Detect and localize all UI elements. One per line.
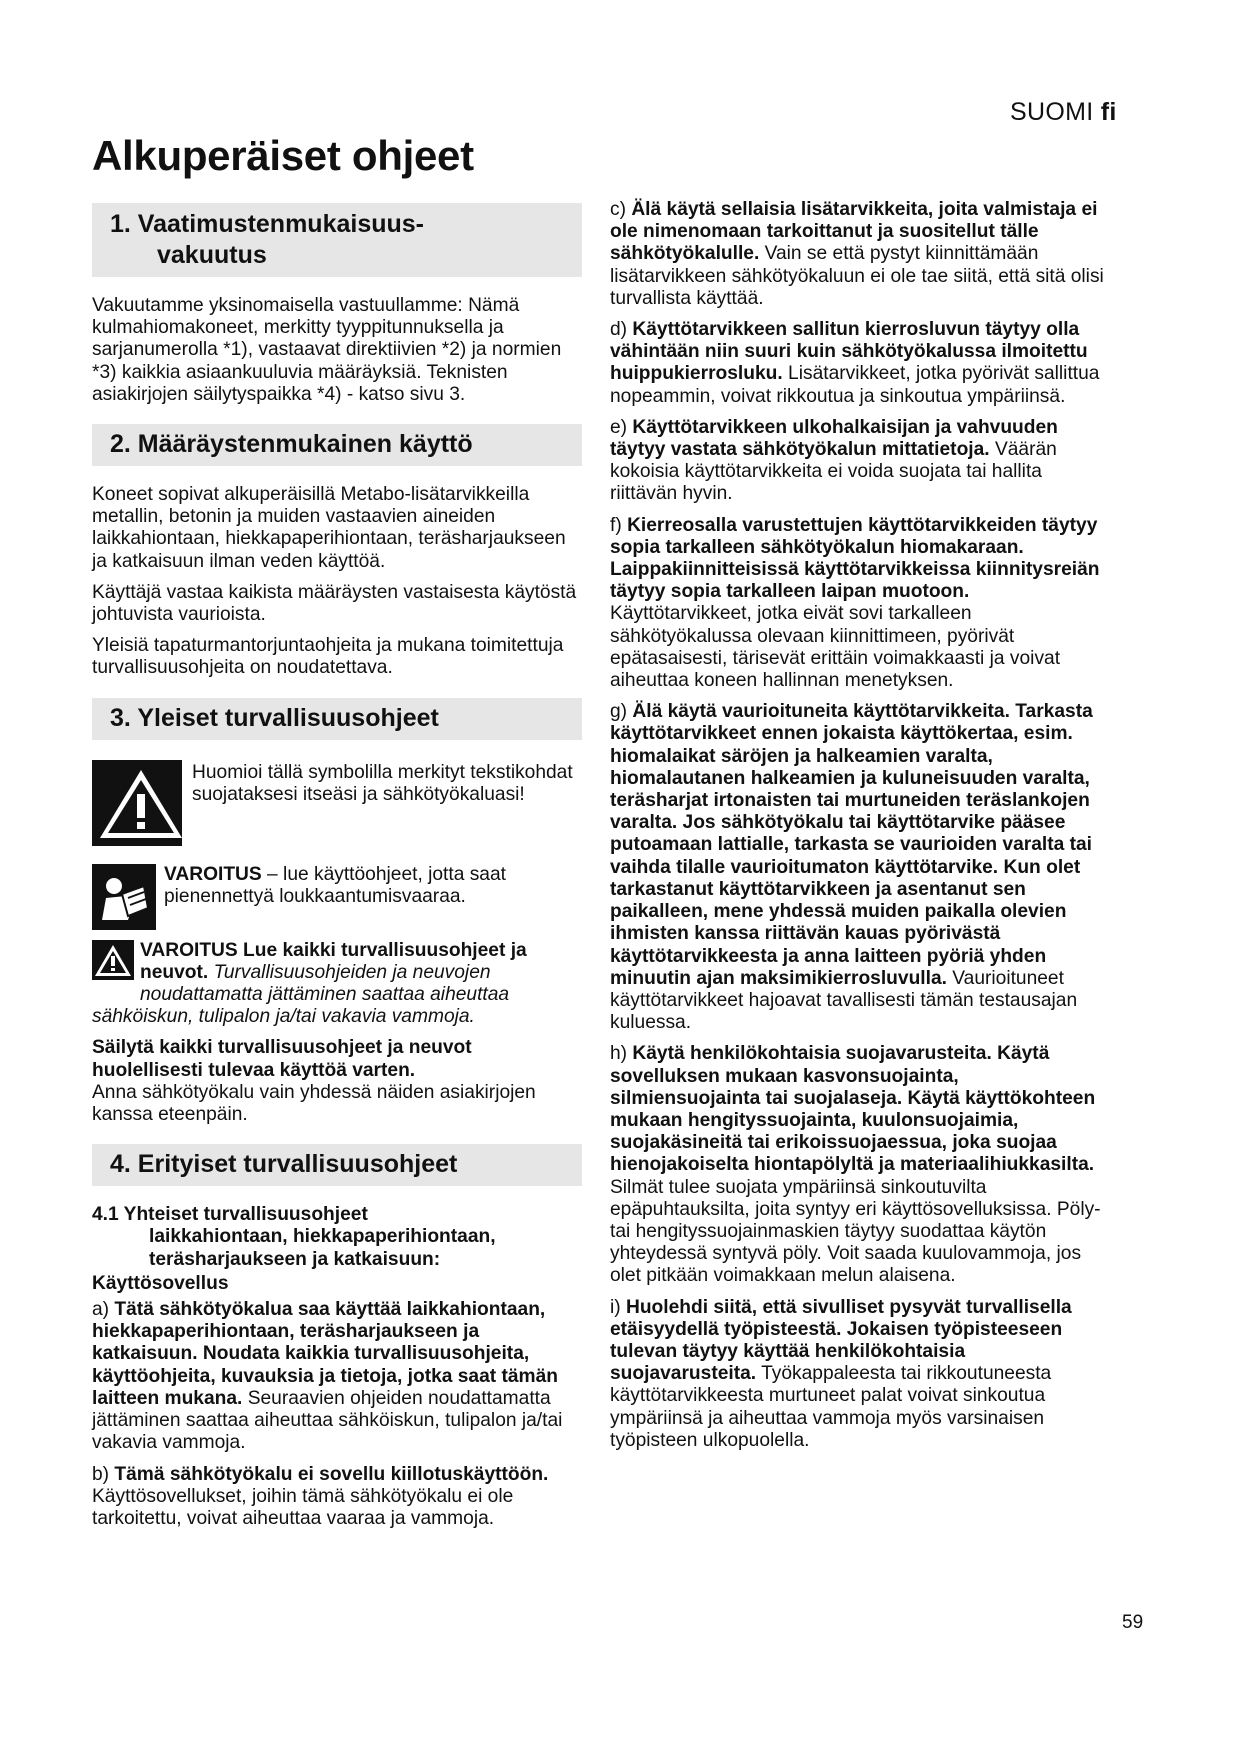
page-title: Alkuperäiset ohjeet xyxy=(92,132,474,179)
item-i xyxy=(610,1297,1110,1452)
left-column xyxy=(92,203,582,1539)
item-f-label: f) xyxy=(610,514,628,536)
item-d xyxy=(610,319,1110,408)
item-c-text: Vain se että pystyt kiinnittämään lisätarvikkeen sähkötyökaluun ei ole tae siitä, että sitä olisi turvallista käyttää. xyxy=(610,243,1104,309)
item-h-bold: Käytä henkilökohtaisia suojavarusteita. Käytä sovelluksen mukaan kasvonsuojainta, silmiensuojainta tai suojalaseja. Käytä käyttökohteen mukaan hengityssuojainta, kuulonsuojaimia, suojakäsineitä tai erikoissuojaessua, joka suojaa hienojakoiselta hiontapölyltä ja materiaalihiukkasilta. xyxy=(610,1043,1096,1176)
section-1-title-line2: vakuutus xyxy=(157,241,267,269)
language-code: fi xyxy=(1100,98,1117,126)
language-name: SUOMI xyxy=(1010,98,1094,126)
warning-label-2: VAROITUS Lue kaikki turvallisuusohjeet ja neuvot. xyxy=(140,939,527,983)
item-c xyxy=(610,199,1110,310)
subsection-4-1-heading xyxy=(92,1204,582,1271)
item-h-text: Silmät tulee suojata ympäriinsä sinkoutuvilta epäpuhtauksilta, joita syntyy eri käyttösovelluksissa. Pöly- tai hengityssuojainmaskien täytyy suodattaa käytön yhteydessä syntyvä pöly. Voit saada kuulovammoja, jos olet pitkään voimakkaan melun alaisena. xyxy=(610,1176,1101,1287)
section-1-body: Vakuutamme yksinomaisella vastuullamme: Nämä kulmahiomakoneet, merkitty tyyppitunnuksella ja sarjanumerolla *1), vastaavat direktiivien *2) ja normien *3) kaikkia asiaankuuluvia määräyksiä. Teknisten asiakirjojen säilytyspaikka *4) - katso sivu 3. xyxy=(92,295,562,405)
language-label xyxy=(1010,98,1117,127)
item-e xyxy=(610,417,1110,506)
warning-text-1: – lue käyttöohjeet, jotta saat pienennettyä loukkaantumisvaaraa. xyxy=(164,863,506,907)
item-a-label: a) xyxy=(92,1299,115,1321)
item-f xyxy=(610,515,1110,693)
item-g-bold: Älä käytä vaurioituneita käyttötarvikkeita. Tarkasta käyttötarvikkeet ennen jokaista käyttökertaa, esim. hiomalaikat säröjen ja halkeamien varalta, hiomalautanen halkeamien ja kuluneisuuden varalta, teräsharjat irtonaisten tai murtuneiden teräslankojen varalta. Jos sähkötyökalu tai käyttötarvike pääsee putoamaan lattialle, tarkasta se vaurioiden varalta tai vaihda tilalle vaurioitumaton käyttötarvike. Kun olet tarkastanut käyttötarvikkeen ja asentanut sen paikalleen, mene yhdessä muiden paikalla olevien ihmisten kanssa riittävän kauas pyörivästä käyttötarvikkeesta ja anna laitteen pyöriä yhden minuutin ajan maksimikierrosluvulla. xyxy=(610,701,1093,989)
warning-text-2: Turvallisuusohjeiden ja neuvojen noudattamatta jättäminen saattaa aiheuttaa sähköiskun, tulipalon ja/tai vakavia vammoja. xyxy=(92,961,510,1028)
item-h-label: h) xyxy=(610,1043,633,1065)
item-b xyxy=(92,1464,582,1531)
usage-heading: Käyttösovellus xyxy=(92,1272,229,1294)
section-1-heading xyxy=(92,203,582,277)
subsection-4-1-line1: 4.1 Yhteiset turvallisuusohjeet xyxy=(92,1204,368,1226)
item-c-bold: Älä käytä sellaisia lisätarvikkeita, joita valmistaja ei ole nimenomaan tarkoittanut ja suositellut tälle sähkötyökalulle. xyxy=(610,199,1098,265)
keep-instructions-bold: Säilytä kaikki turvallisuusohjeet ja neuvot huolellisesti tulevaa käyttöä varten. xyxy=(92,1037,472,1081)
warning-small-icon xyxy=(92,940,140,986)
page-number: 59 xyxy=(1122,1612,1144,1633)
item-e-text: Väärän kokoisia käyttötarvikkeita ei voida suojata tai hallita riittävän hyvin. xyxy=(610,439,1057,505)
item-f-text: Käyttötarvikkeet, jotka eivät sovi tarkalleen sähkötyökalussa olevaan kiinnittimeen, pyörivät epätasaisesti, tärisevät erittäin voimakkaasti ja voivat aiheuttaa koneen hallinnan menetyksen. xyxy=(610,603,1061,692)
warning-read-all-block xyxy=(92,940,582,1029)
item-d-label: d) xyxy=(610,319,633,341)
warning-label-1: VAROITUS xyxy=(164,863,262,885)
section-4-heading: 4. Erityiset turvallisuusohjeet xyxy=(92,1144,582,1186)
item-f-bold: Kierreosalla varustettujen käyttötarvikkeiden täytyy sopia tarkalleen sähkötyökalun hiomakaraan. Laippakiinnitteisissä käyttötarvikkeissa kiinnitysreiän täytyy sopia tarkalleen laipan muotoon. xyxy=(610,514,1100,603)
item-d-bold: Käyttötarvikkeen sallitun kierrosluvun täytyy olla vähintään niin suuri kuin sähkötyökalussa ilmoitettu huippukierrosluku. xyxy=(610,319,1088,385)
item-i-bold: Huolehdi siitä, että sivulliset pysyvät turvallisella etäisyydellä työpisteestä. Jokaisen työpisteeseen tulevan täytyy käyttää henkilökohtaisia suojavarusteita. xyxy=(610,1296,1072,1385)
keep-instructions xyxy=(92,1037,582,1081)
item-g xyxy=(610,701,1110,1034)
item-b-bold: Tämä sähkötyökalu ei sovellu kiillotuskäyttöön. xyxy=(114,1463,549,1485)
read-manual-icon xyxy=(92,864,164,936)
item-i-label: i) xyxy=(610,1296,626,1318)
section-3-heading: 3. Yleiset turvallisuusohjeet xyxy=(92,698,582,740)
symbol-note-text: Huomioi tällä symbolilla merkityt tekstikohdat suojataksesi itseäsi ja sähkötyökaluasi! xyxy=(192,761,573,805)
section-2-p3: Yleisiä tapaturmantorjuntaohjeita ja mukana toimitettuja turvallisuusohjeita on noudatettava. xyxy=(92,635,564,679)
right-column xyxy=(610,199,1110,1461)
section-2-p2: Käyttäjä vastaa kaikista määräysten vastaisesta käytöstä johtuvista vaurioista. xyxy=(92,581,577,626)
subsection-4-1-line2: laikkahiontaan, hiekkapaperihiontaan, teräsharjaukseen ja katkaisuun: xyxy=(149,1226,496,1270)
item-g-text: Vaurioituneet käyttötarvikkeet hajoavat tavallisesti tämän testausajan kuluessa. xyxy=(610,967,1078,1034)
warning-triangle-icon xyxy=(92,760,192,852)
item-a xyxy=(92,1299,582,1454)
item-a-bold: Tätä sähkötyökalua saa käyttää laikkahiontaan, hiekkapaperihiontaan, teräsharjaukseen ja katkaisuun. Noudata kaikkia turvallisuusohjeita, käyttöohjeita, kuvauksia ja tietoja, jotka saat tämän laitteen mukana. xyxy=(92,1299,558,1409)
item-d-text: Lisätarvikkeet, jotka pyörivät sallittua nopeammin, voivat rikkoutua ja sinkoutua ympäriinsä. xyxy=(610,363,1100,407)
section-2-heading: 2. Määräystenmukainen käyttö xyxy=(92,424,582,466)
item-b-text: Käyttösovellukset, joihin tämä sähkötyökalu ei ole tarkoitettu, voivat aiheuttaa vaaraa ja vammoja. xyxy=(92,1485,514,1529)
symbol-note-block xyxy=(92,762,582,850)
item-g-label: g) xyxy=(610,701,633,723)
item-e-label: e) xyxy=(610,416,633,438)
item-b-label: b) xyxy=(92,1463,115,1485)
item-a-text: Seuraavien ohjeiden noudattamatta jättäminen saattaa aiheuttaa sähköiskun, tulipalon ja/tai vakavia vammoja. xyxy=(92,1387,563,1454)
item-e-bold: Käyttötarvikkeen ulkohalkaisijan ja vahvuuden täytyy vastata sähkötyökalun mittatietoja. xyxy=(610,416,1058,461)
section-2-p1: Koneet sopivat alkuperäisillä Metabo-lisätarvikkeilla metallin, betonin ja muiden vastaavien aineiden laikkahiontaan, hiekkapaperihiontaan, teräsharjaukseen ja katkaisuun ilman veden käyttöä. xyxy=(92,484,566,572)
pass-on-text: Anna sähkötyökalu vain yhdessä näiden asiakirjojen kanssa eteenpäin. xyxy=(92,1081,536,1126)
item-c-label: c) xyxy=(610,199,632,220)
item-i-text: Työkappaleesta tai rikkoutuneesta käyttötarvikkeesta murtuneet palat voivat sinkoutua ympäriinsä ja aiheuttaa vammoja myös varsinaisen työpisteen ulkopuolella. xyxy=(610,1363,1052,1451)
section-1-title-line1: 1. Vaatimustenmukaisuus- xyxy=(110,210,425,238)
warning-read-manual-block xyxy=(92,864,582,930)
item-h xyxy=(610,1043,1110,1287)
